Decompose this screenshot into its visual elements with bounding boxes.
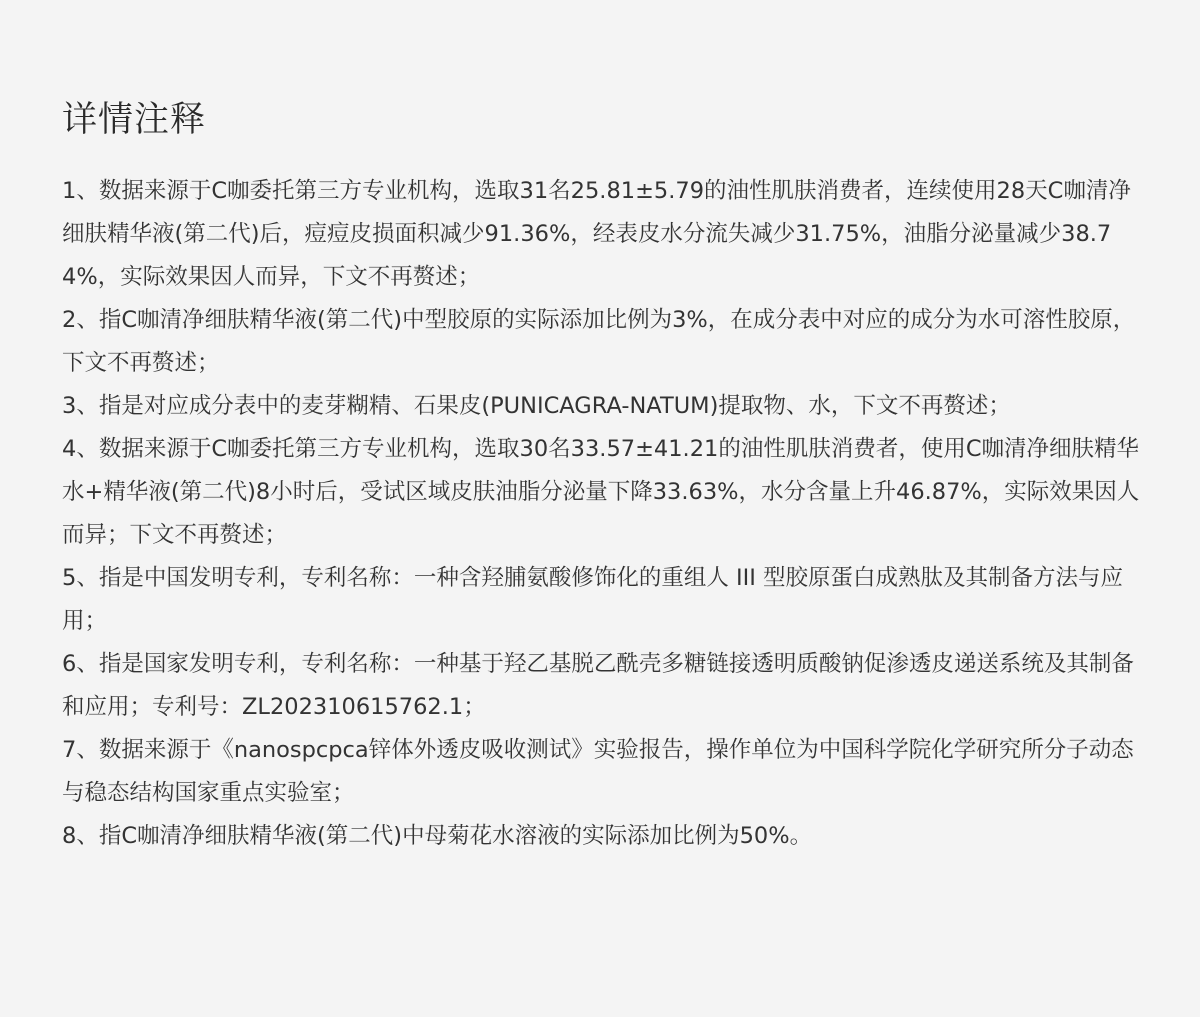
page-title: 详情注释 (62, 100, 207, 140)
note-item-1: 1、数据来源于C咖委托第三方专业机构，选取31名25.81±5.79的油性肌肤消费者，连续使用28天C咖清净细肤精华液(第二代)后，痘痘皮损面积减少91.36%，经表皮水分流失减少31.75%，油脂分泌量减少38.74%，实际效果因人而异，下文不再赘述； (62, 178, 1131, 290)
note-item-5: 5、指是中国发明专利，专利名称：一种含羟脯氨酸修饰化的重组人 III 型胶原蛋白成熟肽及其制备方法与应用； (62, 565, 1124, 634)
note-item-2: 2、指C咖清净细肤精华液(第二代)中型胶原的实际添加比例为3%，在成分表中对应的成分为水可溶性胶原，下文不再赘述； (62, 307, 1136, 376)
note-item-7: 7、数据来源于《nanospcpca锌体外透皮吸收测试》实验报告，操作单位为中国科学院化学研究所分子动态与稳态结构国家重点实验室； (62, 737, 1134, 806)
notes-list (62, 170, 1144, 858)
note-item-8: 8、指C咖清净细肤精华液(第二代)中母菊花水溶液的实际添加比例为50%。 (62, 823, 813, 849)
note-item-3: 3、指是对应成分表中的麦芽糊精、石果皮(PUNICAGRA-NATUM)提取物、水，下文不再赘述； (62, 393, 1011, 419)
note-item-4: 4、数据来源于C咖委托第三方专业机构，选取30名33.57±41.21的油性肌肤消费者，使用C咖清净细肤精华水+精华液(第二代)8小时后，受试区域皮肤油脂分泌量下降33.63%，水分含量上升46.87%，实际效果因人而异；下文不再赘述； (62, 436, 1140, 548)
note-item-6: 6、指是国家发明专利，专利名称：一种基于羟乙基脱乙酰壳多糖链接透明质酸钠促渗透皮递送系统及其制备和应用；专利号：ZL202310615762.1； (62, 651, 1134, 720)
